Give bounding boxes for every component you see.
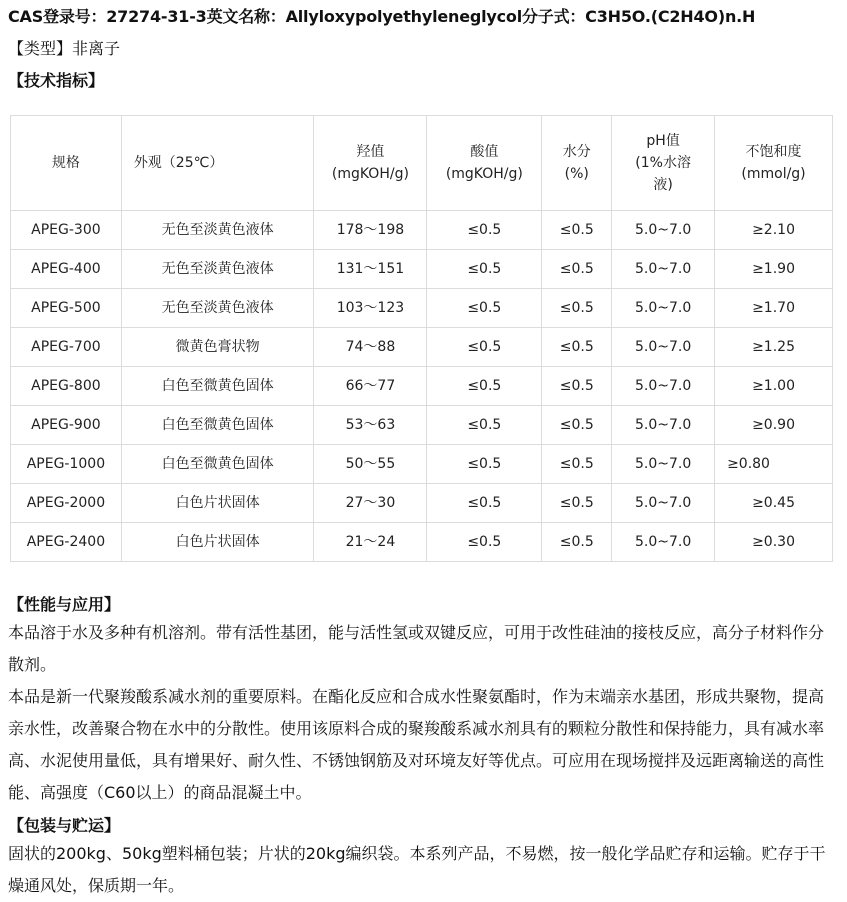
cell-hydroxyl: 103～123 [314, 289, 427, 328]
cell-water: ≤0.5 [542, 211, 612, 250]
cell-appearance: 无色至淡黄色液体 [121, 211, 314, 250]
cell-spec: APEG-500 [11, 289, 122, 328]
table-row [11, 211, 833, 250]
header-water: 水分 (%) [542, 116, 612, 211]
cell-unsat: ≥0.45 [715, 484, 833, 523]
cell-unsat: ≥1.00 [715, 367, 833, 406]
cell-unsat: ≥1.90 [715, 250, 833, 289]
cell-appearance: 白色片状固体 [121, 484, 314, 523]
cell-hydroxyl: 178～198 [314, 211, 427, 250]
cell-water: ≤0.5 [542, 523, 612, 562]
cell-spec: APEG-300 [11, 211, 122, 250]
cell-spec: APEG-2400 [11, 523, 122, 562]
cell-ph: 5.0~7.0 [612, 445, 715, 484]
cell-water: ≤0.5 [542, 484, 612, 523]
cell-spec: APEG-2000 [11, 484, 122, 523]
cas-line: CAS登录号：27274-31-3英文名称：Allyloxypolyethyleneglycol分子式：C3H5O.(C2H4O)n.H [8, 7, 756, 26]
cell-acid: ≤0.5 [427, 484, 542, 523]
table-row [11, 289, 833, 328]
performance-paragraph-1: 本品溶于水及多种有机溶剂。带有活性基团，能与活性氢或双键反应，可用于改性硅油的接枝反应，高分子材料作分散剂。 [8, 623, 825, 674]
tech-heading: 【技术指标】 [8, 71, 105, 90]
header-appearance: 外观（25℃） [121, 116, 314, 211]
cell-water: ≤0.5 [542, 328, 612, 367]
cell-unsat: ≥0.80 [715, 445, 833, 484]
cell-hydroxyl: 50～55 [314, 445, 427, 484]
cell-spec: APEG-1000 [11, 445, 122, 484]
cell-acid: ≤0.5 [427, 367, 542, 406]
cell-ph: 5.0~7.0 [612, 484, 715, 523]
cell-unsat: ≥1.25 [715, 328, 833, 367]
cell-ph: 5.0~7.0 [612, 250, 715, 289]
packaging-heading: 【包装与贮运】 [8, 816, 121, 835]
table-row [11, 367, 833, 406]
header-ph: pH值 (1%水溶 液) [612, 116, 715, 211]
cell-unsat: ≥2.10 [715, 211, 833, 250]
cell-water: ≤0.5 [542, 445, 612, 484]
performance-heading: 【性能与应用】 [8, 595, 121, 614]
cell-water: ≤0.5 [542, 367, 612, 406]
header-hydroxyl: 羟值 (mgKOH/g) [314, 116, 427, 211]
cell-acid: ≤0.5 [427, 406, 542, 445]
cell-hydroxyl: 21～24 [314, 523, 427, 562]
cell-appearance: 无色至淡黄色液体 [121, 250, 314, 289]
cell-appearance: 白色至微黄色固体 [121, 367, 314, 406]
packaging-paragraph: 固状的200kg、50kg塑料桶包装；片状的20kg编织袋。本系列产品，不易燃，按一般化学品贮存和运输。贮存于干燥通风处，保质期一年。 [8, 844, 826, 895]
table-row [11, 484, 833, 523]
cell-acid: ≤0.5 [427, 211, 542, 250]
cell-ph: 5.0~7.0 [612, 211, 715, 250]
cell-hydroxyl: 66～77 [314, 367, 427, 406]
cell-spec: APEG-800 [11, 367, 122, 406]
performance-paragraph-2: 本品是新一代聚羧酸系减水剂的重要原料。在酯化反应和合成水性聚氨酯时，作为末端亲水基团，形成共聚物，提高亲水性，改善聚合物在水中的分散性。使用该原料合成的聚羧酸系减水剂具有的颗粒分散性和保持能力，具有减水率高、水泥使用量低，具有增果好、耐久性、不锈蚀钢筋及对环境友好等优点。可应用在现场搅拌及远距离输送的高性能、高强度（C60以上）的商品混凝土中。 [8, 687, 825, 802]
cell-water: ≤0.5 [542, 289, 612, 328]
spec-table [10, 115, 833, 562]
cell-ph: 5.0~7.0 [612, 523, 715, 562]
cell-hydroxyl: 131～151 [314, 250, 427, 289]
header-acid: 酸值 (mgKOH/g) [427, 116, 542, 211]
cell-ph: 5.0~7.0 [612, 289, 715, 328]
cell-acid: ≤0.5 [427, 250, 542, 289]
table-row [11, 250, 833, 289]
type-line: 【类型】非离子 [8, 39, 121, 58]
cell-unsat: ≥0.90 [715, 406, 833, 445]
cell-unsat: ≥1.70 [715, 289, 833, 328]
cell-appearance: 无色至淡黄色液体 [121, 289, 314, 328]
cell-acid: ≤0.5 [427, 523, 542, 562]
header-spec: 规格 [11, 116, 122, 211]
table-row [11, 328, 833, 367]
cell-ph: 5.0~7.0 [612, 328, 715, 367]
cell-hydroxyl: 27～30 [314, 484, 427, 523]
cell-ph: 5.0~7.0 [612, 406, 715, 445]
table-row [11, 406, 833, 445]
cell-spec: APEG-900 [11, 406, 122, 445]
cell-appearance: 微黄色膏状物 [121, 328, 314, 367]
cell-ph: 5.0~7.0 [612, 367, 715, 406]
cell-spec: APEG-700 [11, 328, 122, 367]
table-row [11, 445, 833, 484]
cell-water: ≤0.5 [542, 250, 612, 289]
cell-hydroxyl: 74～88 [314, 328, 427, 367]
cell-appearance: 白色至微黄色固体 [121, 406, 314, 445]
cell-acid: ≤0.5 [427, 328, 542, 367]
cell-unsat: ≥0.30 [715, 523, 833, 562]
cell-appearance: 白色至微黄色固体 [121, 445, 314, 484]
table-row [11, 523, 833, 562]
header-unsat: 不饱和度 (mmol/g) [715, 116, 833, 211]
cell-appearance: 白色片状固体 [121, 523, 314, 562]
cell-acid: ≤0.5 [427, 445, 542, 484]
cell-water: ≤0.5 [542, 406, 612, 445]
table-header-row [11, 116, 833, 211]
cell-hydroxyl: 53～63 [314, 406, 427, 445]
cell-acid: ≤0.5 [427, 289, 542, 328]
cell-spec: APEG-400 [11, 250, 122, 289]
